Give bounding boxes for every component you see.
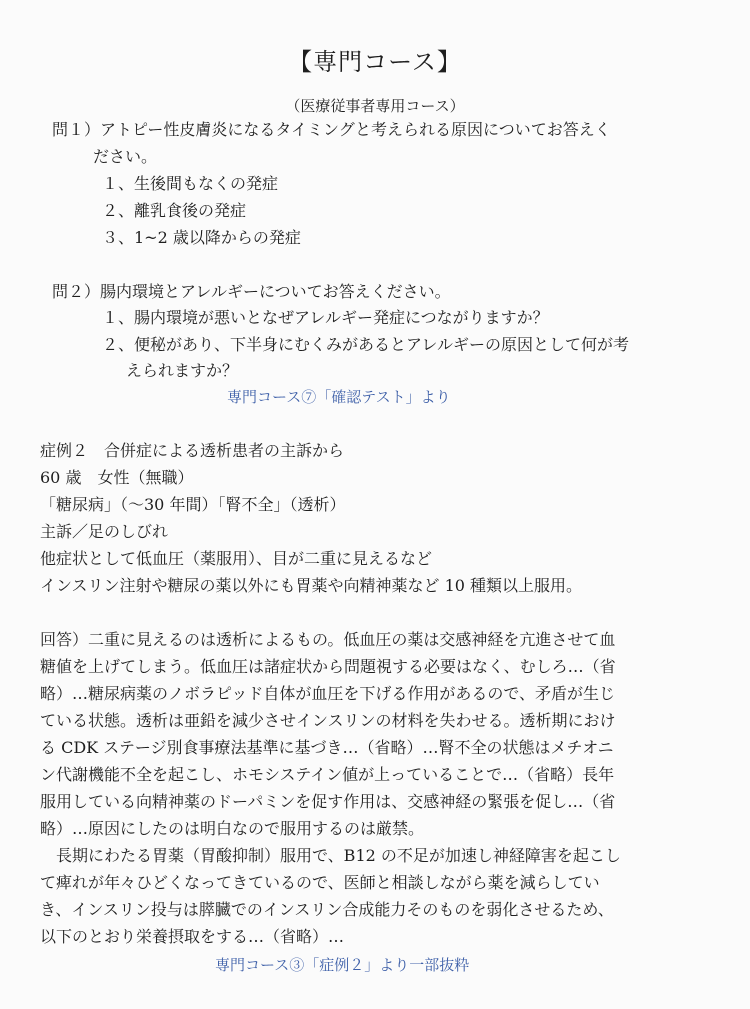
q1-option-1: １、生後間もなくの発症: [102, 174, 279, 193]
page-subtitle: （医療従事者専用コース）: [285, 97, 465, 115]
case-line-3: 「糖尿病」（～30 年間）「腎不全」（透析）: [40, 495, 346, 514]
answer-line-8: 略）…原因にしたのは明白なので服用するのは厳禁。: [40, 819, 425, 838]
case-line-1: 症例２ 合併症による透析患者の主訴から: [40, 441, 345, 460]
q2-source-note: 専門コース⑦「確認テスト」より: [227, 388, 451, 406]
answer-line-6: ン代謝機能不全を起こし、ホモシステイン値が上っていることで…（省略）長年: [40, 765, 615, 784]
answer-line-9: 長期にわたる胃薬（胃酸抑制）服用で、B12 の不足が加速し神経障害を起こし: [40, 846, 621, 865]
answer-line-4: ている状態。透析は亜鉛を減少させインスリンの材料を失わせる。透析期におけ: [40, 711, 616, 730]
case-line-4: 主訴／足のしびれ: [40, 522, 169, 541]
answer-source-note: 専門コース③「症例２」より一部抜粋: [215, 956, 470, 974]
q1-line-1: 問１）アトピー性皮膚炎になるタイミングと考えられる原因についてお答えく: [52, 120, 611, 139]
q2-item-2-line-2: えられますか？: [126, 361, 239, 380]
answer-line-10: て痺れが年々ひどくなってきているので、医師と相談しながら薬を減らしてい: [40, 873, 600, 892]
case-line-5: 他症状として低血圧（薬服用）、目が二重に見えるなど: [40, 549, 433, 568]
q1-option-3: ３、1~2 歳以降からの発症: [102, 228, 301, 247]
q1-line-2: ださい。: [93, 147, 158, 166]
case-line-6: インスリン注射や糖尿の薬以外にも胃薬や向精神薬など 10 種類以上服用。: [40, 576, 583, 595]
case-line-2: 60 歳 女性（無職）: [40, 468, 194, 487]
q1-option-2: ２、離乳食後の発症: [102, 201, 247, 220]
answer-line-7: 服用している向精神薬のドーパミンを促す作用は、交感神経の緊張を促し…（省: [40, 792, 616, 811]
answer-line-12: 以下のとおり栄養摂取をする…（省略）…: [40, 927, 345, 946]
q2-heading: 問２）腸内環境とアレルギーについてお答えください。: [52, 282, 451, 301]
answer-line-1: 回答）二重に見えるのは透析によるもの。低血圧の薬は交感神経を亢進させて血: [40, 630, 616, 649]
answer-line-5: る CDK ステージ別食事療法基準に基づき…（省略）…腎不全の状態はメチオニ: [40, 738, 614, 757]
page-title: 【専門コース】: [288, 48, 462, 76]
q2-item-2-line-1: ２、便秘があり、下半身にむくみがあるとアレルギーの原因として何が考: [102, 335, 629, 354]
answer-line-11: き、インスリン投与は膵臓でのインスリン合成能力そのものを弱化させるため、: [40, 900, 614, 919]
q2-item-1: １、腸内環境が悪いとなぜアレルギー発症につながりますか？: [102, 308, 549, 327]
answer-line-2: 糖値を上げてしまう。低血圧は諸症状から問題視する必要はなく、むしろ…（省: [40, 657, 616, 676]
answer-line-3: 略）…糖尿病薬のノボラピッド自体が血圧を下げる作用があるので、矛盾が生じ: [40, 684, 616, 703]
